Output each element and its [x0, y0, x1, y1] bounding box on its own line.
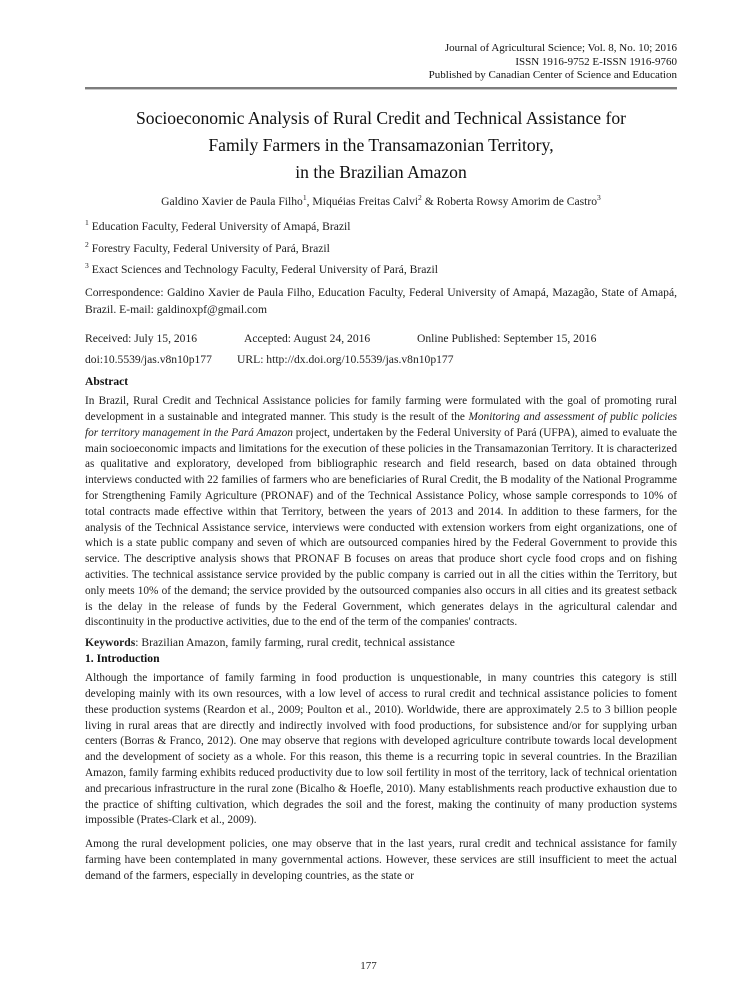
journal-name-line: Journal of Agricultural Science; Vol. 8, No. 10; 2016	[444, 42, 677, 54]
abstract-text-before: In Brazil, Rural Credit and Technical Assistance policies for family farming were formulated with the goal of promoting rural development in a sustainable and integrated manner. This study is the result of the	[85, 395, 677, 423]
publisher-line: Published by Canadian Center of Science and Education	[428, 69, 677, 82]
title-line-2: Family Farmers in the Transamazonian Territory,	[208, 135, 554, 156]
online-published-date: Online Published: September 15, 2016	[417, 332, 597, 346]
publication-dates	[85, 332, 677, 374]
author-2: Miquéias Freitas Calvi	[312, 195, 419, 209]
received-date: Received: July 15, 2016	[85, 332, 198, 346]
introduction-heading: 1. Introduction	[85, 652, 160, 666]
paper-title	[85, 105, 677, 186]
abstract-text-after: project, undertaken by the Federal University of Pará (UFPA), aimed to evaluate the main socioeconomic impacts and limitations for the execution of these policies in the Transamazonian Territory. It is characterized as qualitative and exploratory, developed from bibliographic research and field research, based on data obtained through interviews conducted with 22 families of farmers who are beneficiaries of Rural Credit, the B modality of the National Programme for Strengthening Family Agriculture (PRONAF) and of the Technical Assistance Policy, whose sample corresponds to 10% of total contracts made effective within that Territory, between the years of 2013 and 2014. In addition to these farmers, for the analysis of the Technical Assistance service, interviews were conducted with extension workers from eight organizations, one of which is a state public company and seven of which are outsourced companies hired by the Federal Government to provide this service. The descriptive analysis shows that PRONAF B focuses on areas that produce short cycle food crops and on fishing activities. The technical assistance service provided by the public company is carried out in all the cities within the Territory, but only meets 10% of the demand; the service provided by the outsourced companies also occurs in all cities and its greatest setback is the delay in the release of funds by the Federal Government, which generates delays in the agricultural calendar and discontinuity in the productive activities, due to the end of the term of the companies' contracts.	[85, 426, 678, 629]
author-3-superscript: 3	[597, 193, 601, 203]
keywords-text: : Brazilian Amazon, family farming, rural credit, technical assistance	[135, 636, 455, 650]
title-line-3: in the Brazilian Amazon	[295, 162, 467, 183]
author-3: Roberta Rowsy Amorim de Castro	[436, 195, 598, 209]
author-1-superscript: 1	[302, 193, 307, 203]
affiliation-3-superscript: 3	[85, 261, 89, 271]
correspondence-text: Correspondence: Galdino Xavier de Paula Filho, Education Faculty, Federal University of Amapá, Mazagão, State of Amapá, Brazil. E-mail:	[85, 285, 677, 316]
introduction-paragraph-1: Although the importance of family farming in food production is unquestionable, in many countries this category is still developing mainly with its own resources, with a low level of access to rural credit and technical assistance policies to foment these production systems (Reardon et al., 2009; Poulton et al., 2010). Worldwide, there are approximately 2.5 to 3 billion people living in rural areas that are directly and indirectly involved with food productions, for subsistence and/or for supplying urban centers (Borras & Franco, 2012). One may observe that regions with developed agriculture contribute towards local development and the development of society as a whole. For this reason, this theme is a recurring topic in several countries. In the Brazilian Amazon, family farming exhibits reduced productivity due to low soil fertility in most of the territory, lack of technical orientation and precarious infrastructure in the rural zone (Bicalho & Hoefle, 2010). Many establishments reach productive exhaustion due to the practice of shifting cultivation, which degrades the soil and the forest, making the continuity of many production systems impossible (Prates-Clark et al., 2009).	[85, 672, 677, 827]
page-number: 177	[360, 960, 377, 972]
introduction-paragraph-2: Among the rural development policies, one may observe that in the last years, rural credit and technical assistance for family farming have been contemplated in many governmental actions. However, these services are still insufficient to meet the actual demand of the farmers, especially in developing countries, as the state or	[85, 838, 677, 882]
affiliation-2-text: Forestry Faculty, Federal University of Pará, Brazil	[88, 241, 330, 255]
issn-line: ISSN 1916-9752 E-ISSN 1916-9760	[515, 55, 677, 68]
author-2-superscript: 2	[418, 193, 422, 203]
correspondence-paragraph	[85, 284, 677, 319]
dates-row	[85, 332, 677, 353]
affiliation-3-text: Exact Sciences and Technology Faculty, Federal University of Pará, Brazil	[88, 263, 438, 277]
authors-line	[85, 194, 677, 209]
abstract-heading: Abstract	[85, 375, 129, 389]
affiliation-1-text: Education Faculty, Federal University of Amapá, Brazil	[88, 220, 351, 234]
doi-row	[85, 353, 677, 374]
keywords-line	[85, 635, 677, 651]
abstract-paragraph	[85, 394, 677, 631]
author-1: Galdino Xavier de Paula Filho	[161, 195, 303, 209]
doi-url-link[interactable]: URL: http://dx.doi.org/10.5539/jas.v8n10p177	[237, 353, 454, 367]
journal-header	[85, 0, 677, 83]
affiliation-2	[85, 241, 677, 257]
keywords-label: Keywords	[85, 636, 136, 650]
page-content	[85, 0, 677, 885]
author-separator: &	[421, 195, 437, 209]
affiliation-1	[85, 219, 677, 235]
affiliation-1-superscript: 1	[85, 218, 89, 228]
affiliations	[85, 219, 677, 278]
author-separator: ,	[306, 195, 313, 209]
title-line-1: Socioeconomic Analysis of Rural Credit and Technical Assistance for	[136, 108, 626, 129]
affiliation-2-superscript: 2	[85, 239, 89, 249]
doi-text: doi:10.5539/jas.v8n10p177	[85, 353, 212, 367]
accepted-date: Accepted: August 24, 2016	[244, 332, 371, 346]
abstract-project-name-italic: Monitoring and assessment of public policies for territory management in the Pará Amazon	[85, 411, 677, 439]
affiliation-3	[85, 262, 677, 278]
email-link[interactable]: galdinoxpf@gmail.com	[156, 302, 267, 316]
header-divider	[85, 87, 677, 89]
